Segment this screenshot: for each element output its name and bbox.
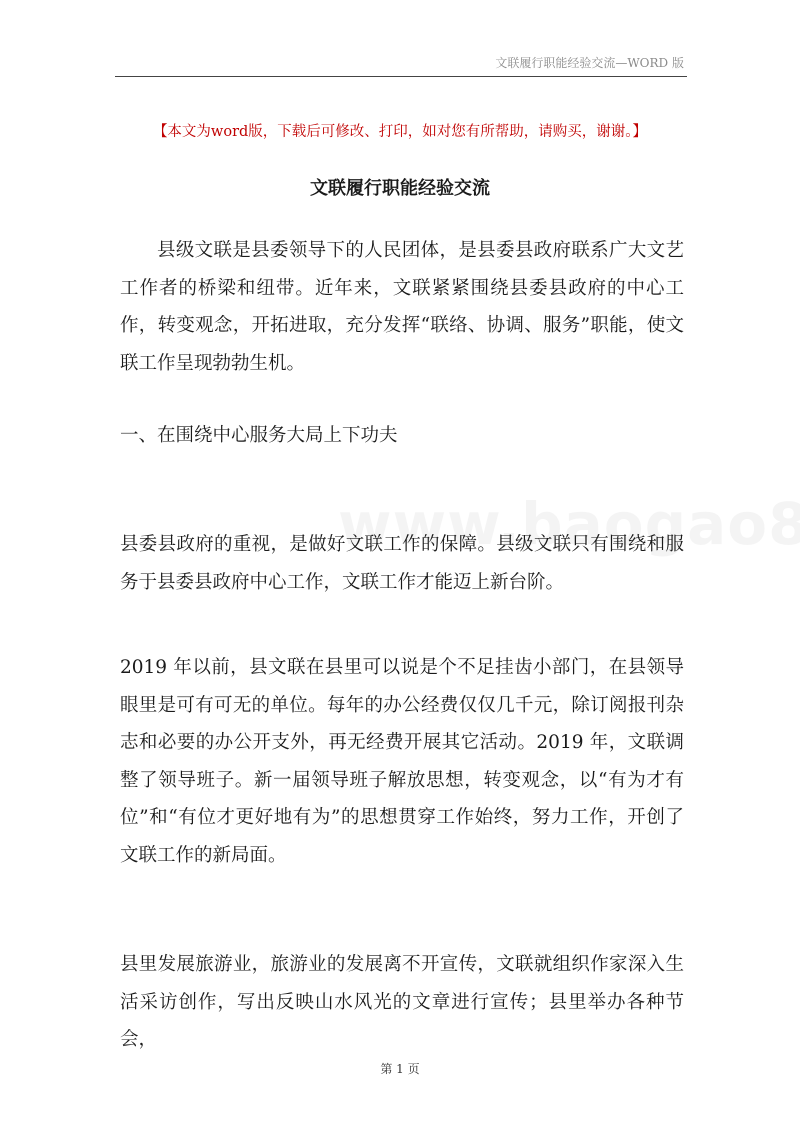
paragraph-intro: 县级文联是县委领导下的人民团体，是县委县政府联系广大文艺工作者的桥梁和纽带。近年来，文联紧紧围绕县委县政府的中心工作，转变观念，开拓进取，充分发挥“联络、协调、服务”职能，使文联工作呈现勃勃生机。 — [120, 240, 684, 374]
download-notice: 【本文为word版，下载后可修改、打印，如对您有所帮助，请购买，谢谢。】 — [152, 124, 648, 140]
page-number: 第 1 页 — [380, 1062, 420, 1076]
paragraph-3: 2019 年以前，县文联在县里可以说是个不足挂齿小部门，在县领导眼里是可有可无的单位。每年的办公经费仅仅几千元，除订阅报刊杂志和必要的办公开支外，再无经费开展其它活动。2019 年，文联调整了领导班子。新一届领导班子解放思想，转变观念，以“有为才有位”和“有位才更好地有为”的思想贯穿工作始终，努力工作，开创了文联工作的新局面。 — [120, 657, 684, 866]
section-heading-1: 一、在围绕中心服务大局上下功夫 — [120, 425, 398, 446]
running-header: 文联履行职能经验交流—WORD 版 — [495, 56, 684, 70]
paragraph-4: 县里发展旅游业，旅游业的发展离不开宣传，文联就组织作家深入生活采访创作，写出反映山水风光的文章进行宣传；县里举办各种节会， — [120, 954, 684, 1050]
header-divider — [115, 76, 687, 77]
paragraph-2: 县委县政府的重视，是做好文联工作的保障。县级文联只有围绕和服务于县委县政府中心工作，文联工作才能迈上新台阶。 — [120, 534, 684, 593]
document-title: 文联履行职能经验交流 — [310, 178, 490, 199]
